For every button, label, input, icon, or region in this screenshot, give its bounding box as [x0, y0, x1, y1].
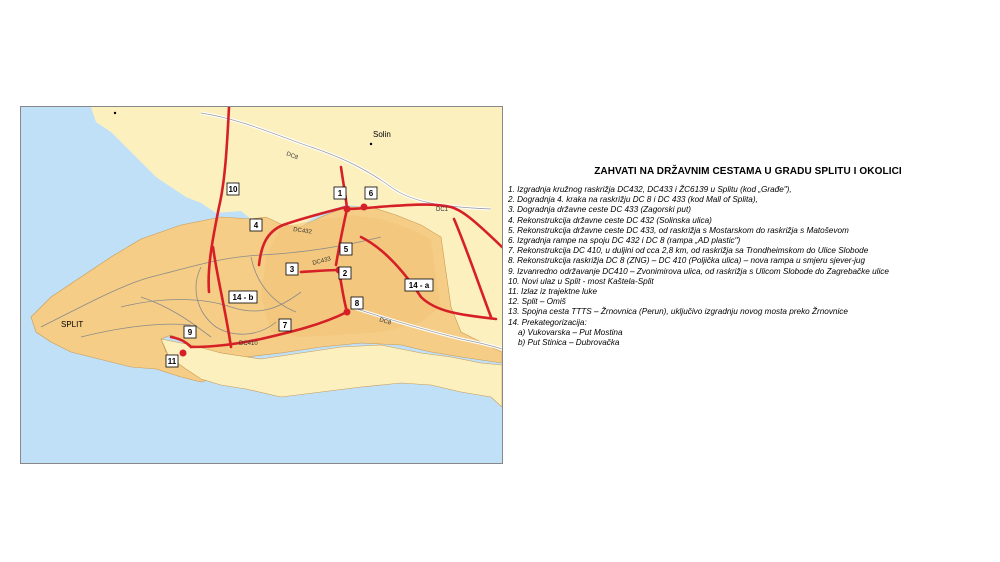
legend-item: 10. Novi ulaz u Split - most Kaštela-Split	[508, 276, 654, 286]
code-dc8-north: DC8	[285, 151, 299, 162]
legend-title: ZAHVATI NA DRŽAVNIM CESTAMA U GRADU SPLITU I OKOLICI	[594, 166, 902, 177]
legend-item: 13. Spojna cesta TTTS – Žrnovnica (Perun), uključivo izgradnju novog mosta preko Žrnovnice	[508, 307, 848, 317]
legend-list	[508, 185, 988, 348]
legend-item: 4. Rekonstrukcija državne ceste DC 432 (Solinska ulica)	[508, 215, 712, 225]
marker-7: 7	[282, 321, 288, 330]
code-dc433: DC433	[311, 256, 332, 267]
map-legend	[508, 166, 988, 348]
legend-item: 12. Split – Omiš	[508, 297, 566, 307]
marker-2: 2	[342, 269, 348, 278]
legend-item: 5. Rekonstrukcija državne ceste DC 433, od raskrižja s Mostarskom do raskrižja s Matoševom	[508, 225, 849, 235]
code-dc410: DC410	[239, 341, 258, 347]
marker-8: 8	[354, 299, 360, 308]
legend-item: 3. Dogradnja državne ceste DC 433 (Zagorski put)	[508, 205, 691, 215]
marker-9: 9	[187, 328, 193, 337]
split-road-map	[20, 106, 503, 464]
legend-item: 2. Dogradnja 4. kraka na raskrižju DC 8 i DC 433 (kod Mall of Splita),	[508, 195, 758, 205]
place-split: SPLIT	[61, 320, 84, 329]
code-dc8-south: DC8	[378, 317, 392, 327]
marker-11: 11	[167, 357, 177, 366]
marker-5: 5	[343, 245, 349, 254]
marker-6: 6	[368, 189, 374, 198]
marker-14a: 14 - a	[408, 281, 430, 290]
marker-14b: 14 - b	[232, 293, 254, 302]
legend-item: 8. Rekonstrukcija raskrižja DC 8 (ZNG) – DC 410 (Poljička ulica) – nova rampa u smjeru sjever-jug	[508, 256, 866, 266]
legend-item: 7. Rekonstrukcija DC 410, u duljini od cca 2,8 km, od raskrižja sa Trondheimskom do Ulice Slobode	[508, 246, 869, 256]
legend-subitem: a) Vukovarska – Put Mostina	[518, 327, 623, 337]
legend-item: 6. Izgradnja rampe na spoju DC 432 i DC 8 (rampa „AD plastic")	[508, 236, 741, 246]
legend-item: 11. Izlaz iz trajektne luke	[508, 287, 598, 297]
marker-3: 3	[289, 265, 295, 274]
code-dc1: DC1	[436, 207, 449, 213]
marker-1: 1	[337, 189, 343, 198]
code-dc432: DC432	[292, 227, 313, 236]
legend-item: 1. Izgradnja kružnog raskrižja DC432, DC433 i ŽC6139 u Splitu (kod „Građe"),	[508, 185, 792, 194]
place-solin: Solin	[373, 130, 391, 139]
legend-subitem: b) Put Stinica – Dubrovačka	[518, 338, 620, 348]
legend-item: 14. Prekategorizacija:	[508, 317, 587, 327]
marker-10: 10	[228, 185, 238, 194]
marker-4: 4	[253, 221, 259, 230]
legend-item: 9. Izvanredno održavanje DC410 – Zvonimirova ulica, od raskrižja s Ulicom Slobode do Zagrebačke ulice	[508, 266, 889, 276]
